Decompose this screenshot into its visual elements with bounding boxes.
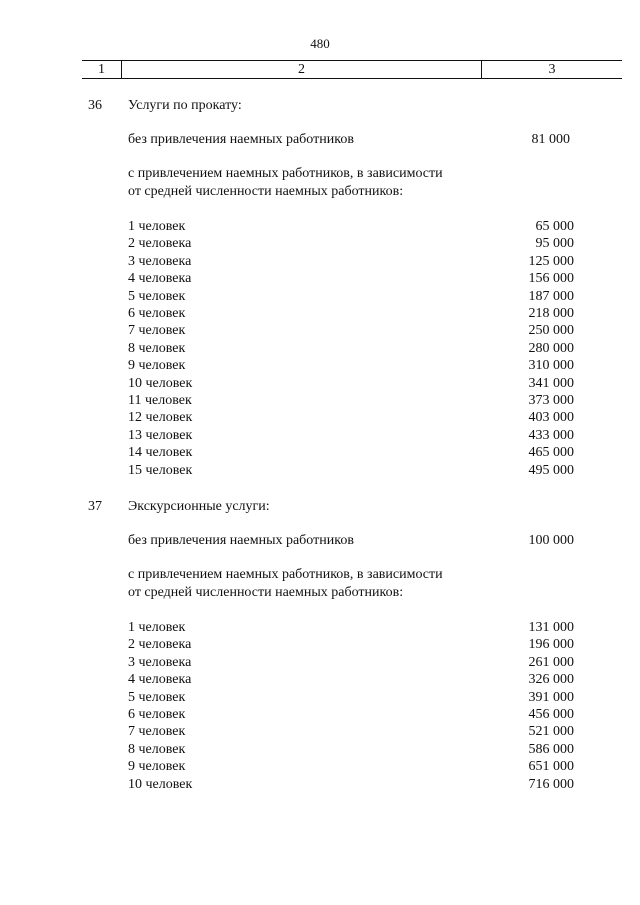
worker-count-label: 4 человека (128, 271, 192, 287)
rate-value: 716 000 (528, 776, 574, 792)
section-number: 36 (88, 98, 102, 113)
column-header-row (82, 60, 622, 79)
rate-row (0, 445, 640, 462)
rate-value: 521 000 (528, 724, 574, 740)
rate-value: 433 000 (528, 427, 574, 443)
rate-row (0, 306, 640, 323)
rate-value: 310 000 (528, 358, 574, 374)
worker-count-label: 8 человек (128, 741, 186, 757)
rate-row (0, 271, 640, 288)
with-workers-label-line1: с привлечением наемных работников, в зависимости (128, 567, 443, 582)
worker-count-label: 12 человек (128, 410, 193, 426)
worker-count-label: 5 человек (128, 689, 186, 705)
rate-value: 495 000 (528, 462, 574, 478)
rate-value: 125 000 (528, 253, 574, 269)
rate-value: 456 000 (528, 707, 574, 722)
rate-row (0, 428, 640, 445)
rate-value: 391 000 (528, 689, 574, 705)
section-number: 37 (88, 499, 102, 514)
worker-count-label: 4 человека (128, 672, 192, 688)
worker-count-label: 7 человек (128, 724, 186, 740)
rate-value: 403 000 (528, 410, 574, 426)
worker-count-label: 3 человека (128, 253, 192, 269)
rate-value: 95 000 (535, 236, 574, 252)
section-title: Услуги по прокату: (128, 98, 242, 113)
rate-value: 196 000 (528, 637, 574, 653)
rate-value: 280 000 (528, 340, 574, 356)
rate-row (0, 690, 640, 707)
rate-row (0, 219, 640, 236)
worker-count-label: 9 человек (128, 358, 186, 374)
worker-count-label: 14 человек (128, 445, 193, 461)
column-header-2: 2 (122, 61, 482, 78)
rate-row (0, 341, 640, 358)
worker-count-label: 10 человек (128, 375, 193, 391)
rate-row (0, 358, 640, 375)
rate-row (0, 637, 640, 654)
rate-value: 250 000 (528, 323, 574, 339)
rate-value: 586 000 (528, 741, 574, 757)
worker-count-label: 13 человек (128, 427, 193, 443)
rate-value: 261 000 (528, 654, 574, 670)
worker-count-label: 11 человек (128, 393, 192, 408)
worker-count-label: 5 человек (128, 288, 186, 304)
without-workers-label: без привлечения наемных работников (128, 132, 354, 147)
rate-row (0, 410, 640, 427)
rate-value: 131 000 (528, 620, 574, 635)
worker-count-label: 2 человека (128, 637, 192, 653)
rate-row (0, 254, 640, 271)
worker-count-label: 3 человека (128, 654, 192, 670)
worker-count-label: 1 человек (128, 620, 186, 635)
worker-count-label: 1 человек (128, 219, 186, 234)
rate-value: 651 000 (528, 759, 574, 775)
rate-row (0, 777, 640, 794)
with-workers-label-line2: от средней численности наемных работников: (128, 184, 404, 199)
worker-count-label: 10 человек (128, 776, 193, 792)
rate-value: 465 000 (528, 445, 574, 461)
worker-count-label: 8 человек (128, 340, 186, 356)
without-workers-value: 81 000 (531, 132, 570, 147)
rate-value: 65 000 (535, 219, 574, 234)
without-workers-label: без привлечения наемных работников (128, 533, 354, 548)
rate-row (0, 376, 640, 393)
rate-row (0, 672, 640, 689)
column-header-1: 1 (82, 61, 122, 78)
rate-value: 341 000 (528, 375, 574, 391)
worker-count-label: 7 человек (128, 323, 186, 339)
rate-row (0, 759, 640, 776)
rate-row (0, 742, 640, 759)
rate-value: 218 000 (528, 306, 574, 321)
section-title: Экскурсионные услуги: (128, 499, 270, 514)
rate-value: 187 000 (528, 288, 574, 304)
rate-row (0, 323, 640, 340)
worker-count-label: 2 человека (128, 236, 192, 252)
rate-row (0, 463, 640, 480)
worker-count-label: 9 человек (128, 759, 186, 775)
with-workers-label-line2: от средней численности наемных работников: (128, 585, 404, 600)
rate-row (0, 393, 640, 410)
rate-row (0, 289, 640, 306)
rate-value: 326 000 (528, 672, 574, 688)
rate-row (0, 236, 640, 253)
page-number: 480 (310, 36, 330, 51)
column-header-3: 3 (548, 62, 556, 77)
rate-row (0, 620, 640, 637)
with-workers-label-line1: с привлечением наемных работников, в зависимости (128, 166, 443, 181)
rate-row (0, 724, 640, 741)
worker-count-label: 6 человек (128, 306, 186, 321)
worker-count-label: 15 человек (128, 462, 193, 478)
rate-value: 156 000 (528, 271, 574, 287)
without-workers-value: 100 000 (528, 533, 574, 548)
worker-count-label: 6 человек (128, 707, 186, 722)
rate-row (0, 655, 640, 672)
rate-row (0, 707, 640, 724)
rate-value: 373 000 (528, 393, 574, 408)
